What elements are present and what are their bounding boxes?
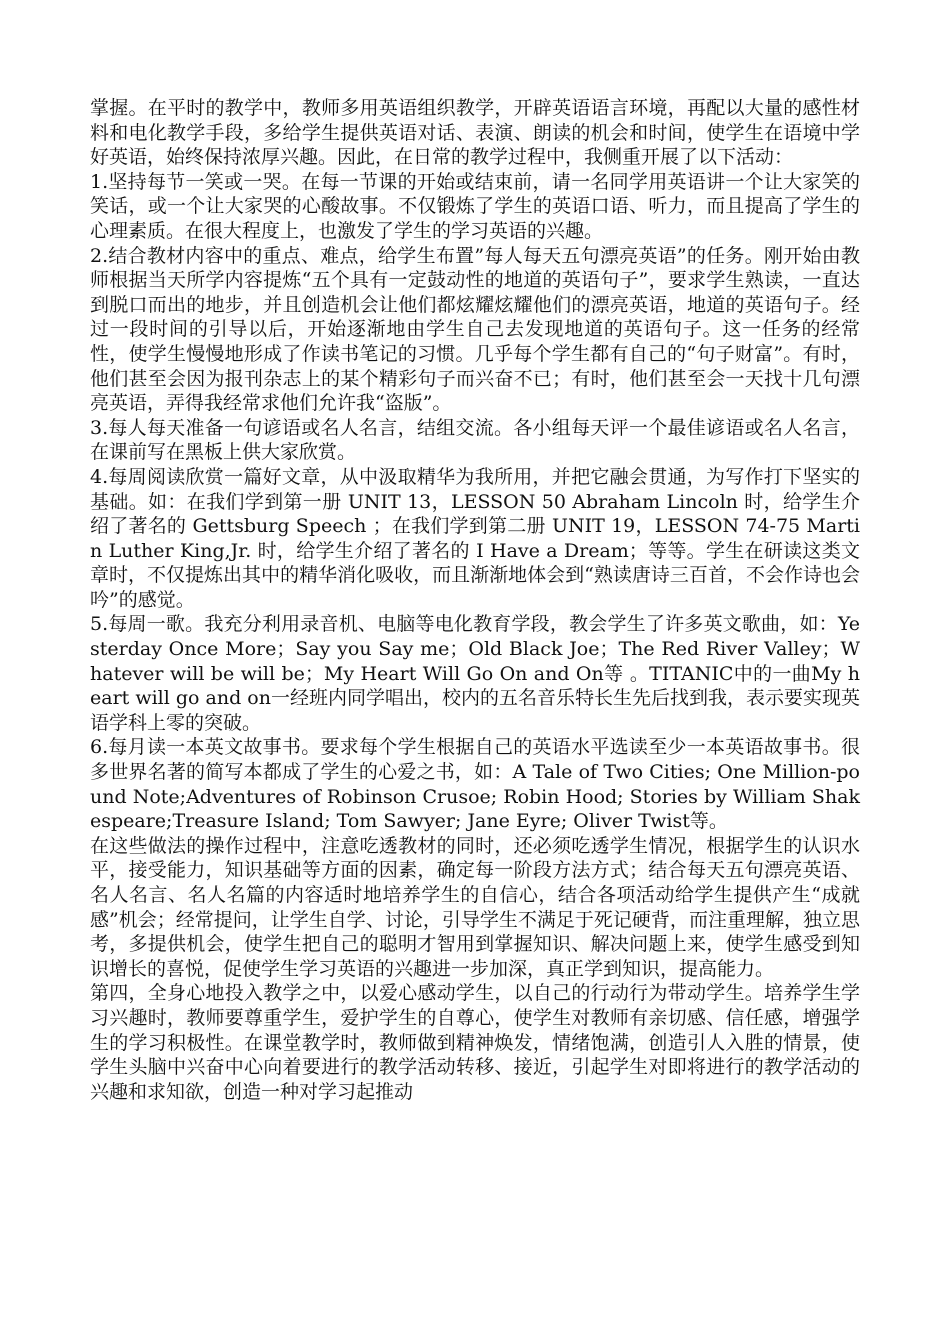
paragraph-activity-4: 4.每周阅读欣赏一篇好文章，从中汲取精华为我所用，并把它融会贯通，为写作打下坚实的基础。如：在我们学到第一册 UNIT 13，LESSON 50 Abraham Lincoln 时，给学生介绍了著名的 Gettsburg Speech ；在我们学到第二册 UNIT 19，LESSON 74-75 Martin Luther King,Jr. 时，给学生介绍了著名的 I Have a Dream；等等。学生在研读这类文章时，不仅提炼出其中的精华消化吸收，而且渐渐地体会到“熟读唐诗三百首，不会作诗也会吟”的感觉。 [90,465,860,611]
paragraph-activity-2: 2.结合教材内容中的重点、难点，给学生布置”每人每天五句漂亮英语”的任务。刚开始由教师根据当天所学内容提炼“五个具有一定鼓动性的地道的英语句子”，要求学生熟读，一直达到脱口而出的地步，并且创造机会让他们都炫耀炫耀他们的漂亮英语，地道的英语句子。经过一段时间的引导以后，开始逐渐地由学生自己去发现地道的英语句子。这一任务的经常性，使学生慢慢地形成了作读书笔记的习惯。几乎每个学生都有自己的“句子财富”。有时，他们甚至会因为报刊杂志上的某个精彩句子而兴奋不已；有时，他们甚至会一天找十几句漂亮英语，弄得我经常求他们允许我“盗版”。 [90,244,860,415]
paragraph-activity-3: 3.每人每天准备一句谚语或名人名言，结组交流。各小组每天评一个最佳谚语或名人名言，在课前写在黑板上供大家欣赏。 [90,416,860,464]
paragraph-activity-1: 1.坚持每节一笑或一哭。在每一节课的开始或结束前，请一名同学用英语讲一个让大家笑的笑话，或一个让大家哭的心酸故事。不仅锻炼了学生的英语口语、听力，而且提高了学生的心理素质。在很大程度上，也激发了学生的学习英语的兴趣。 [90,170,860,242]
document-body [90,96,860,1104]
paragraph-intro: 掌握。在平时的教学中，教师多用英语组织教学，开辟英语语言环境，再配以大量的感性材料和电化教学手段，多给学生提供英语对话、表演、朗读的机会和时间，使学生在语境中学好英语，始终保持浓厚兴趣。因此，在日常的教学过程中，我侧重开展了以下活动： [90,97,860,169]
paragraph-summary: 在这些做法的操作过程中，注意吃透教材的同时，还必须吃透学生情况，根据学生的认识水平，接受能力，知识基础等方面的因素，确定每一阶段方法方式；结合每天五句漂亮英语、名人名言、名人名篇的内容适时地培养学生的自信心，结合各项活动给学生提供产生“成就感”机会；经常提问，让学生自学、讨论，引导学生不满足于死记硬背，而注重理解，独立思考，多提供机会，使学生把自己的聪明才智用到掌握知识、解决问题上来，使学生感受到知识增长的喜悦，促使学生学习英语的兴趣进一步加深，真正学到知识，提高能力。 [90,834,860,980]
paragraph-activity-5: 5.每周一歌。我充分利用录音机、电脑等电化教育学段，教会学生了许多英文歌曲，如：Yesterday Once More；Say you Say me；Old Black Joe；The Red River Valley；Whatever will be will be；My Heart Will Go On and On等 。TITANIC中的一曲My heart will go and on一经班内同学唱出，校内的五名音乐特长生先后找到我，表示要实现英语学科上零的突破。 [90,613,860,734]
paragraph-fourth-point: 第四，全身心地投入教学之中，以爱心感动学生，以自己的行动行为带动学生。培养学生学习兴趣时，教师要尊重学生，爱护学生的自尊心，使学生对教师有亲切感、信任感，增强学生的学习积极性。在课堂教学时，教师做到精神焕发，情绪饱满，创造引人入胜的情景，使学生头脑中兴奋中心向着要进行的教学活动转移、接近，引起学生对即将进行的教学活动的兴趣和求知欲，创造一种对学习起推动 [90,982,860,1103]
paragraph-activity-6: 6.每月读一本英文故事书。要求每个学生根据自己的英语水平选读至少一本英语故事书。很多世界名著的简写本都成了学生的心爱之书，如：A Tale of Two Cities; One Million-pound Note;Adventures of Robinson Crusoe; Robin Hood; Stories by William Shakespeare;Treasure Island; Tom Sawyer; Jane Eyre; Oliver Twist等。 [90,736,860,833]
